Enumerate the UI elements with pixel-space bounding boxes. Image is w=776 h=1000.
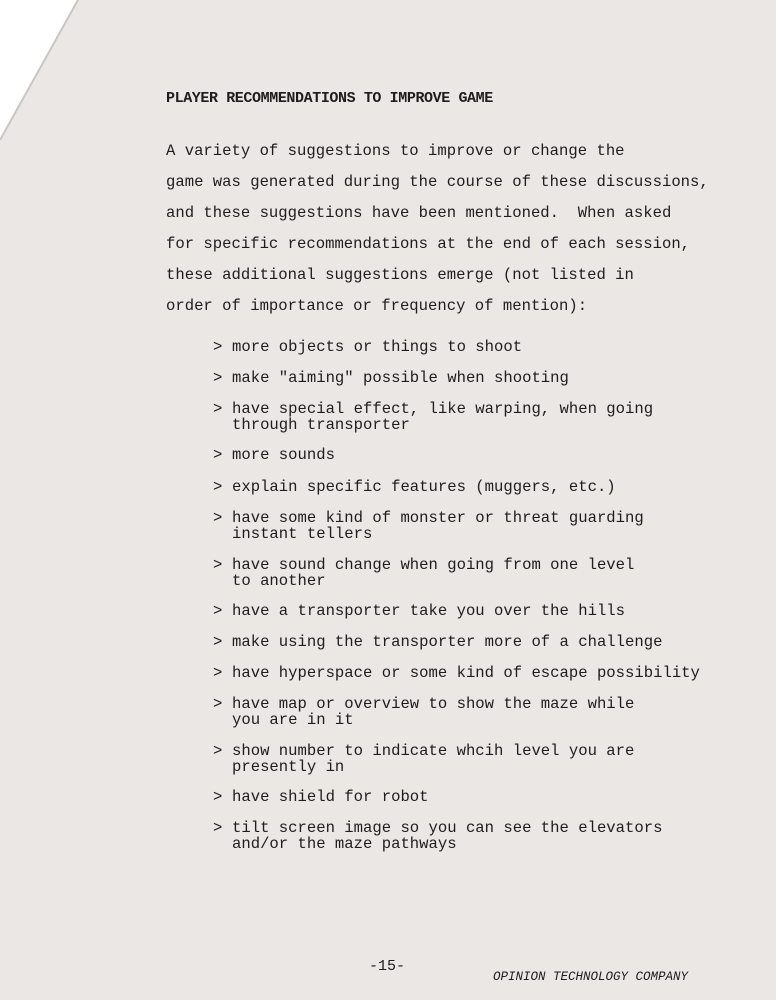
intro-paragraph bbox=[166, 136, 709, 322]
list-item bbox=[213, 666, 752, 682]
list-item-text: have a transporter take you over the hills bbox=[232, 602, 626, 620]
list-item-text: have shield for robot bbox=[232, 788, 429, 806]
list-item bbox=[213, 790, 752, 806]
intro-line: these additional suggestions emerge (not listed in bbox=[166, 266, 634, 284]
bullet-marker: > bbox=[213, 819, 223, 837]
page-heading: PLAYER RECOMMENDATIONS TO IMPROVE GAME bbox=[166, 90, 493, 107]
list-item-text: have special effect, like warping, when going through transporter bbox=[232, 400, 654, 434]
company-footer: OPINION TECHNOLOGY COMPANY bbox=[493, 970, 689, 984]
bullet-marker: > bbox=[213, 369, 223, 387]
bullet-marker: > bbox=[213, 478, 223, 496]
list-item bbox=[213, 635, 752, 651]
bullet-marker: > bbox=[213, 338, 223, 356]
bullet-marker: > bbox=[213, 742, 223, 760]
list-item-text: have hyperspace or some kind of escape possibility bbox=[232, 664, 700, 682]
bullet-marker: > bbox=[213, 695, 223, 713]
intro-line: game was generated during the course of these discussions, bbox=[166, 173, 709, 191]
list-item bbox=[213, 402, 752, 433]
bullet-marker: > bbox=[213, 509, 223, 527]
list-item bbox=[213, 448, 752, 464]
list-item-text: more objects or things to shoot bbox=[232, 338, 523, 356]
intro-line: A variety of suggestions to improve or change the bbox=[166, 142, 625, 160]
intro-line: for specific recommendations at the end of each session, bbox=[166, 235, 691, 253]
list-item bbox=[213, 604, 752, 620]
intro-line: order of importance or frequency of mention): bbox=[166, 297, 588, 315]
bullet-marker: > bbox=[213, 446, 223, 464]
bullet-marker: > bbox=[213, 400, 223, 418]
list-item bbox=[213, 558, 752, 589]
bullet-marker: > bbox=[213, 633, 223, 651]
intro-line: and these suggestions have been mentioned. When asked bbox=[166, 204, 672, 222]
page-number: -15- bbox=[369, 958, 406, 975]
bullet-marker: > bbox=[213, 602, 223, 620]
list-item bbox=[213, 371, 752, 387]
list-item-text: tilt screen image so you can see the elevators and/or the maze pathways bbox=[232, 819, 663, 853]
list-item-text: show number to indicate whcih level you are presently in bbox=[232, 742, 635, 776]
list-item bbox=[213, 480, 752, 496]
list-item bbox=[213, 744, 752, 775]
bullet-marker: > bbox=[213, 664, 223, 682]
list-item-text: make using the transporter more of a challenge bbox=[232, 633, 663, 651]
list-item-text: have sound change when going from one level to another bbox=[232, 556, 635, 590]
list-item bbox=[213, 511, 752, 542]
list-item-text: more sounds bbox=[232, 446, 335, 464]
list-item bbox=[213, 340, 752, 356]
list-item-text: have map or overview to show the maze while you are in it bbox=[232, 695, 635, 729]
bullet-marker: > bbox=[213, 556, 223, 574]
list-item-text: explain specific features (muggers, etc.) bbox=[232, 478, 616, 496]
list-item-text: make "aiming" possible when shooting bbox=[232, 369, 569, 387]
list-item bbox=[213, 697, 752, 728]
bullet-marker: > bbox=[213, 788, 223, 806]
list-item-text: have some kind of monster or threat guarding instant tellers bbox=[232, 509, 644, 543]
list-item bbox=[213, 821, 752, 852]
